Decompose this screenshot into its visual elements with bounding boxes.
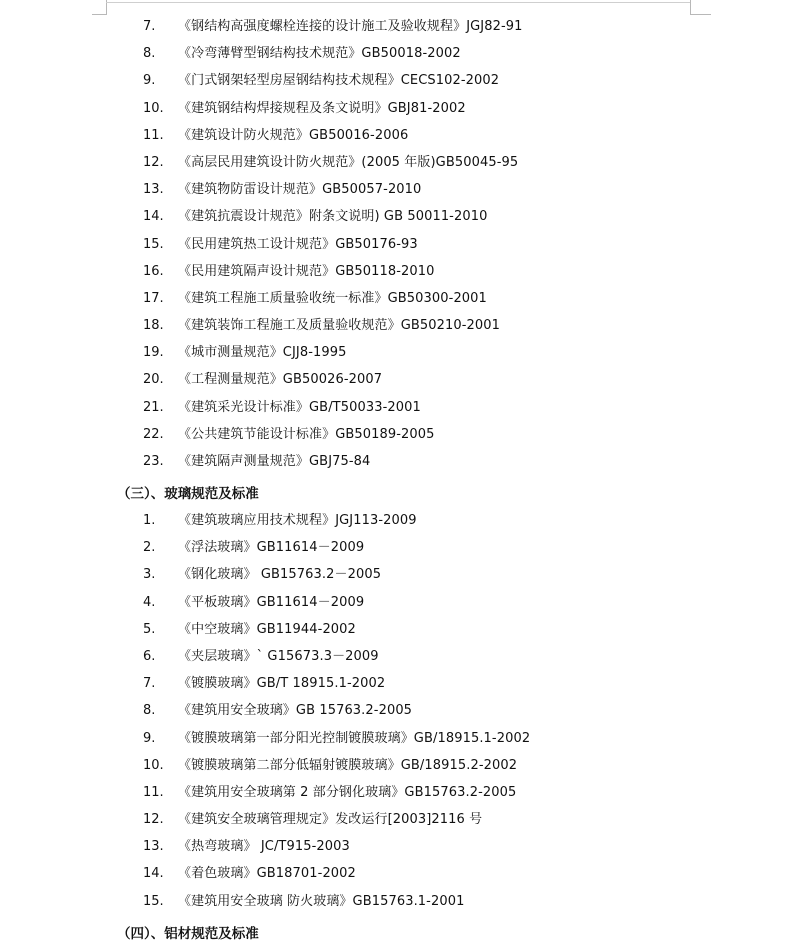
list-item — [0, 258, 794, 285]
list-item — [0, 203, 794, 230]
list-item — [0, 616, 794, 643]
list-item — [0, 13, 794, 40]
list-item — [0, 312, 794, 339]
list-item — [0, 725, 794, 752]
item-number: 22. — [143, 426, 164, 442]
list-item — [0, 448, 794, 475]
item-number: 8. — [143, 703, 156, 719]
item-text: 《建筑玻璃应用技术规程》JGJ113-2009 — [178, 513, 417, 528]
item-text: 《平板玻璃》GB11614－2009 — [178, 594, 365, 610]
list-item — [0, 507, 794, 534]
item-text: 《工程测量规范》GB50026-2007 — [178, 372, 383, 388]
item-number: 13. — [143, 839, 164, 855]
item-text: 《建筑隔声测量规范》GBJ75-84 — [178, 454, 371, 469]
list-item — [0, 561, 794, 588]
list-item — [0, 833, 794, 860]
item-number: 3. — [143, 567, 156, 583]
item-number: 6. — [143, 648, 156, 664]
item-number: 7. — [143, 676, 156, 692]
item-text: 《着色玻璃》GB18701-2002 — [178, 866, 356, 882]
item-number: 20. — [143, 372, 164, 388]
item-number: 15. — [143, 893, 164, 909]
item-number: 10. — [143, 100, 164, 116]
list-item — [0, 285, 794, 312]
item-text: 《冷弯薄臂型钢结构技术规范》GB50018-2002 — [178, 46, 461, 62]
item-number: 21. — [143, 399, 164, 415]
item-text: 《浮法玻璃》GB11614－2009 — [178, 540, 365, 556]
item-text: 《建筑采光设计标准》GB/T50033-2001 — [178, 399, 421, 415]
item-number: 15. — [143, 236, 164, 252]
item-text: 《公共建筑节能设计标准》GB50189-2005 — [178, 426, 435, 442]
list-item — [0, 95, 794, 122]
item-number: 18. — [143, 318, 164, 334]
item-number: 8. — [143, 46, 156, 62]
item-text: 《钢结构高强度螺栓连接的设计施工及验收规程》JGJ82-91 — [178, 19, 523, 34]
list-item — [0, 589, 794, 616]
item-number: 16. — [143, 263, 164, 279]
item-number: 12. — [143, 154, 164, 170]
item-text: 《建筑物防雷设计规范》GB50057-2010 — [178, 182, 422, 198]
list-item — [0, 752, 794, 779]
item-number: 13. — [143, 182, 164, 198]
list-item — [0, 779, 794, 806]
item-text: 《镀膜玻璃第一部分阳光控制镀膜玻璃》GB/18915.1-2002 — [178, 730, 531, 746]
list-item — [0, 149, 794, 176]
item-text: 《城市测量规范》CJJ8-1995 — [178, 345, 347, 361]
list-item — [0, 697, 794, 724]
list-item — [0, 806, 794, 833]
list-item — [0, 339, 794, 366]
header-rule — [106, 0, 690, 3]
item-text: 《民用建筑热工设计规范》GB50176-93 — [178, 236, 418, 252]
item-number: 17. — [143, 290, 164, 306]
item-number: 19. — [143, 345, 164, 361]
item-number: 12. — [143, 812, 164, 828]
item-text: 《门式钢架轻型房屋钢结构技术规程》CECS102-2002 — [178, 73, 500, 89]
steel-standards-list — [0, 13, 794, 475]
item-number: 14. — [143, 866, 164, 882]
list-item — [0, 122, 794, 149]
item-text: 《建筑用安全玻璃》GB 15763.2-2005 — [178, 703, 413, 719]
list-item — [0, 888, 794, 915]
list-item — [0, 40, 794, 67]
list-item — [0, 394, 794, 421]
item-text: 《夹层玻璃》` G15673.3－2009 — [178, 648, 379, 664]
section-heading-aluminum: （四）、铝材规范及标准 — [117, 926, 259, 942]
item-number: 11. — [143, 784, 164, 800]
list-item — [0, 231, 794, 258]
item-number: 9. — [143, 730, 156, 746]
item-number: 7. — [143, 19, 156, 34]
item-text: 《高层民用建筑设计防火规范》(2005 年版)GB50045-95 — [178, 154, 519, 170]
item-text: 《民用建筑隔声设计规范》GB50118-2010 — [178, 263, 435, 279]
item-number: 4. — [143, 594, 156, 610]
list-item — [0, 366, 794, 393]
list-item — [0, 670, 794, 697]
list-item — [0, 860, 794, 887]
item-text: 《建筑用安全玻璃第 2 部分钢化玻璃》GB15763.2-2005 — [178, 784, 517, 800]
item-text: 《镀膜玻璃》GB/T 18915.1-2002 — [178, 676, 386, 692]
item-number: 1. — [143, 513, 156, 528]
item-text: 《钢化玻璃》 GB15763.2－2005 — [178, 567, 382, 583]
list-item — [0, 643, 794, 670]
glass-standards-list — [0, 507, 794, 915]
list-item — [0, 421, 794, 448]
item-text: 《建筑安全玻璃管理规定》发改运行[2003]2116 号 — [178, 812, 483, 828]
item-number: 5. — [143, 621, 156, 637]
item-text: 《镀膜玻璃第二部分低辐射镀膜玻璃》GB/18915.2-2002 — [178, 757, 518, 773]
item-number: 11. — [143, 127, 164, 143]
list-item — [0, 534, 794, 561]
item-number: 9. — [143, 73, 156, 89]
item-text: 《建筑钢结构焊接规程及条文说明》GBJ81-2002 — [178, 100, 466, 116]
item-text: 《建筑工程施工质量验收统一标准》GB50300-2001 — [178, 290, 487, 306]
item-number: 14. — [143, 209, 164, 225]
item-text: 《建筑用安全玻璃 防火玻璃》GB15763.1-2001 — [178, 893, 465, 909]
list-item — [0, 176, 794, 203]
section-heading-glass: （三）、玻璃规范及标准 — [117, 486, 259, 502]
item-text: 《建筑抗震设计规范》附条文说明) GB 50011-2010 — [178, 209, 488, 225]
item-text: 《中空玻璃》GB11944-2002 — [178, 621, 356, 637]
item-number: 2. — [143, 540, 156, 556]
item-text: 《热弯玻璃》 JC/T915-2003 — [178, 839, 350, 855]
item-number: 23. — [143, 454, 164, 469]
list-item — [0, 67, 794, 94]
item-text: 《建筑装饰工程施工及质量验收规范》GB50210-2001 — [178, 318, 501, 334]
item-number: 10. — [143, 757, 164, 773]
item-text: 《建筑设计防火规范》GB50016-2006 — [178, 127, 409, 143]
